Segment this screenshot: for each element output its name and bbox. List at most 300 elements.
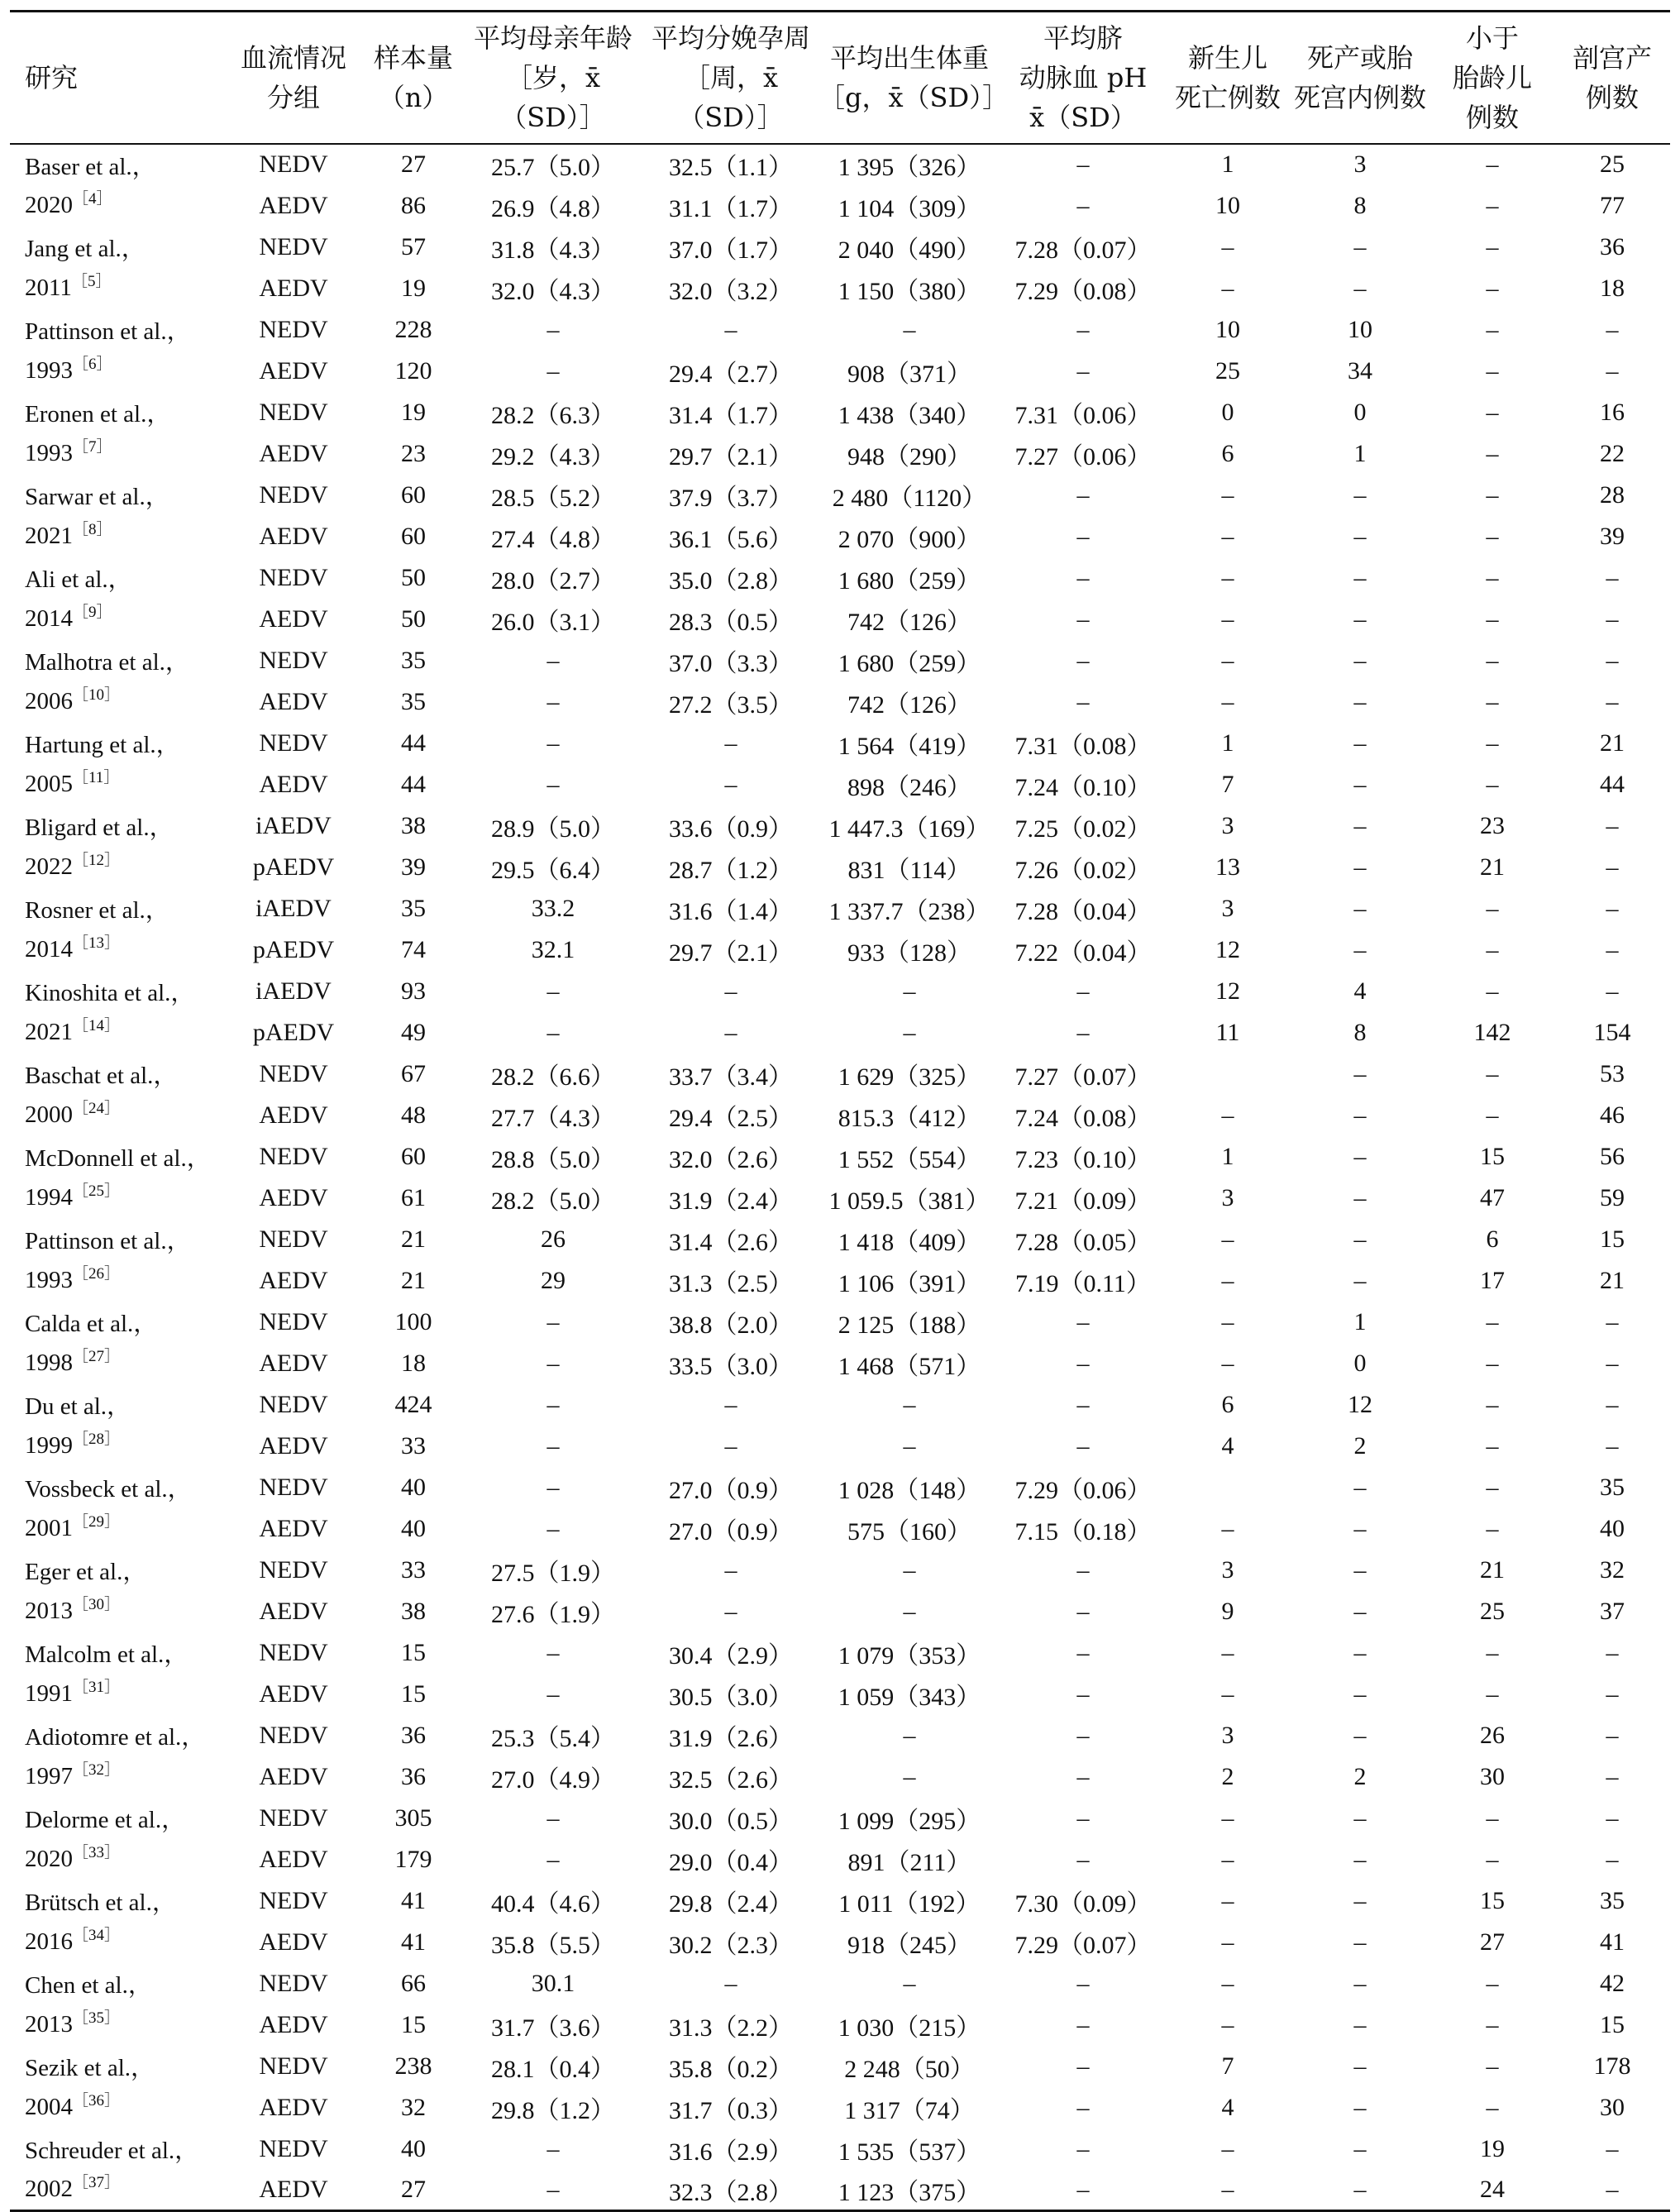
citation-ref: ［7］ <box>73 438 112 456</box>
cell-sga: 6 <box>1486 1225 1499 1253</box>
table-row <box>10 764 1670 805</box>
cell-flow-group: AEDV <box>259 1101 328 1129</box>
cell-sample-size: 15 <box>401 1679 426 1708</box>
cell-birth-weight: – <box>903 1555 916 1584</box>
study-label: Jang et al.， <box>25 236 146 262</box>
cell-birth-weight: – <box>903 1431 916 1460</box>
cell-sample-size: 60 <box>401 522 426 550</box>
cell-stillbirths: – <box>1353 1142 1367 1170</box>
cell-cesarean: 21 <box>1600 729 1625 757</box>
cell-sample-size: 60 <box>401 480 426 509</box>
cell-sample-size: 93 <box>401 977 426 1005</box>
cell-delivery-ga: 29.4（2.7） <box>669 360 793 388</box>
cell-flow-group: AEDV <box>259 1679 328 1708</box>
cell-neonatal-deaths: – <box>1166 2170 1290 2211</box>
cell-maternal-age: 28.2（6.6） <box>491 1063 615 1091</box>
cell-maternal-age: 28.2（5.0） <box>491 1187 615 1215</box>
table-row <box>10 1136 1670 1178</box>
cell-sample-size: 35 <box>401 894 426 922</box>
cell-umbilical-ph: – <box>1076 480 1090 509</box>
cell-study <box>10 1798 223 1839</box>
cell-maternal-age: 27.4（4.8） <box>491 525 615 553</box>
study-label: Eronen et al.， <box>25 401 171 428</box>
cell-maternal-age: 32.0（4.3） <box>491 277 615 305</box>
cell-birth-weight: 918（245） <box>847 1931 971 1959</box>
cell-stillbirths: – <box>1353 1886 1367 1914</box>
citation-ref: ［14］ <box>73 1017 121 1034</box>
cell-study <box>10 185 223 227</box>
study-label: 1993 <box>25 440 73 466</box>
cell-study <box>10 1715 223 1756</box>
cell-sga: – <box>1486 315 1499 343</box>
cell-umbilical-ph: – <box>1076 1555 1090 1584</box>
table-row <box>10 1798 1670 1839</box>
table-body <box>10 144 1670 2211</box>
cell-sample-size: 33 <box>401 1431 426 1460</box>
table-row <box>10 1632 1670 1674</box>
cell-neonatal-deaths: – <box>1221 1679 1234 1708</box>
cell-maternal-age: – <box>546 1018 560 1046</box>
cell-cesarean: 25 <box>1600 150 1625 178</box>
citation-ref: ［32］ <box>73 1761 121 1779</box>
cell-birth-weight: 1 395（326） <box>838 154 981 181</box>
cell-delivery-ga: – <box>724 315 737 343</box>
study-label: 1993 <box>25 1267 73 1293</box>
cell-neonatal-deaths: – <box>1221 1928 1234 1956</box>
cell-sga: – <box>1486 604 1499 633</box>
cell-flow-group: NEDV <box>259 1969 328 1997</box>
cell-flow-group: NEDV <box>259 398 328 426</box>
cell-flow-group: pAEDV <box>252 1018 335 1046</box>
cell-cesarean: 41 <box>1600 1928 1625 1956</box>
header-line: 小于 <box>1465 21 1519 54</box>
cell-sga: – <box>1486 274 1499 302</box>
cell-stillbirths: – <box>1353 1597 1367 1625</box>
cell-sample-size: 40 <box>401 2134 426 2162</box>
cell-flow-group: NEDV <box>259 1473 328 1501</box>
cell-neonatal-deaths: 3 <box>1221 1721 1234 1749</box>
cell-neonatal-deaths: – <box>1221 1225 1234 1253</box>
cell-maternal-age: 26 <box>541 1225 566 1253</box>
cell-umbilical-ph: 7.28（0.05） <box>1014 1228 1152 1256</box>
header-line: 例数 <box>1465 101 1519 133</box>
cell-sample-size: 27 <box>401 150 426 178</box>
citation-ref: ［33］ <box>73 1844 121 1861</box>
cell-study <box>10 805 223 847</box>
cell-delivery-ga: 31.3（2.2） <box>669 2014 793 2042</box>
cell-delivery-ga: – <box>724 729 737 757</box>
study-label: 2021 <box>25 523 73 549</box>
cell-stillbirths: – <box>1353 1638 1367 1666</box>
cell-maternal-age: – <box>546 1804 560 1832</box>
study-label: 2016 <box>25 1928 73 1955</box>
study-label: 2013 <box>25 2011 73 2038</box>
cell-flow-group: AEDV <box>259 439 328 467</box>
cell-study <box>10 144 223 185</box>
citation-ref: ［13］ <box>73 934 121 952</box>
cell-delivery-ga: – <box>724 1597 737 1625</box>
table-row <box>10 1012 1670 1053</box>
cell-study <box>10 1550 223 1591</box>
cell-sample-size: 50 <box>401 604 426 633</box>
table-row <box>10 351 1670 392</box>
cell-cesarean: 15 <box>1600 2010 1625 2038</box>
cell-birth-weight: – <box>903 977 916 1005</box>
cell-stillbirths: – <box>1353 1514 1367 1542</box>
citation-ref: ［25］ <box>73 1182 121 1200</box>
cell-umbilical-ph: – <box>1076 191 1090 219</box>
citation-ref: ［30］ <box>73 1596 121 1613</box>
cell-cesarean: 178 <box>1593 2052 1631 2080</box>
cell-sample-size: 100 <box>394 1307 432 1335</box>
cell-sga: 47 <box>1480 1183 1505 1211</box>
cell-sga: – <box>1486 977 1499 1005</box>
cell-sga: – <box>1486 563 1499 591</box>
cell-neonatal-deaths: 3 <box>1221 894 1234 922</box>
cell-delivery-ga: 31.6（2.9） <box>669 2138 793 2166</box>
cell-sga: – <box>1486 1101 1499 1129</box>
cell-sample-size: 19 <box>401 274 426 302</box>
cell-study <box>10 640 223 681</box>
cell-sga: – <box>1486 1473 1499 1501</box>
cell-cesarean: – <box>1606 1721 1619 1749</box>
cell-birth-weight: 1 011（192） <box>838 1890 981 1918</box>
study-label: 2005 <box>25 771 73 797</box>
table-row <box>10 309 1670 351</box>
cell-cesarean: 30 <box>1600 2093 1625 2121</box>
cell-birth-weight: 742（126） <box>847 690 971 719</box>
cell-cesarean: 59 <box>1600 1183 1625 1211</box>
cell-umbilical-ph: – <box>1076 150 1090 178</box>
cell-stillbirths: 4 <box>1353 977 1367 1005</box>
cell-maternal-age: 29.8（1.2） <box>491 2096 615 2124</box>
cell-flow-group: AEDV <box>223 2170 364 2211</box>
cell-neonatal-deaths: 13 <box>1215 853 1240 881</box>
cell-flow-group: NEDV <box>259 315 328 343</box>
cell-maternal-age: 35.8（5.5） <box>491 1931 615 1959</box>
cell-sga: – <box>1486 480 1499 509</box>
table-row <box>10 2087 1670 2128</box>
cell-birth-weight: – <box>903 1390 916 1418</box>
cell-sample-size: 18 <box>401 1349 426 1377</box>
study-label: 2021 <box>25 1019 73 1045</box>
cell-umbilical-ph: 7.31（0.08） <box>1014 732 1152 760</box>
cell-cesarean: 22 <box>1600 439 1625 467</box>
cell-sample-size: 27 <box>364 2170 463 2211</box>
cell-study <box>10 1136 223 1178</box>
cell-neonatal-deaths: – <box>1221 232 1234 260</box>
header-line: 死亡例数 <box>1174 81 1281 113</box>
cell-cesarean: – <box>1606 977 1619 1005</box>
cell-study <box>10 2004 223 2046</box>
study-label: Malhotra et al.， <box>25 649 189 676</box>
citation-ref: ［9］ <box>73 604 112 621</box>
cell-delivery-ga: – <box>724 1431 737 1460</box>
cell-sample-size: 39 <box>401 853 426 881</box>
table-row <box>10 847 1670 888</box>
cell-cesarean: – <box>1606 646 1619 674</box>
table-row <box>10 1343 1670 1384</box>
cell-study <box>10 1674 223 1715</box>
cell-sga: – <box>1486 935 1499 963</box>
cell-study <box>10 1467 223 1508</box>
cell-delivery-ga: 29.4（2.5） <box>669 1104 793 1132</box>
cell-study <box>10 1219 223 1260</box>
cell-sample-size: 74 <box>401 935 426 963</box>
cell-sga: – <box>1486 2052 1499 2080</box>
cell-flow-group: NEDV <box>259 1638 328 1666</box>
study-label: 1993 <box>25 357 73 384</box>
table-row <box>10 1715 1670 1756</box>
table-row <box>10 144 1670 185</box>
cell-birth-weight: 2 248（50） <box>844 2055 975 2083</box>
cell-umbilical-ph: – <box>1076 1638 1090 1666</box>
header-line: ［g，x̄（SD）］ <box>819 81 1009 113</box>
cell-delivery-ga: 30.0（0.5） <box>669 1807 793 1835</box>
cell-study <box>10 1591 223 1632</box>
cell-neonatal-deaths: – <box>1221 604 1234 633</box>
cell-birth-weight: 948（290） <box>847 442 971 471</box>
cell-birth-weight: 933（128） <box>847 939 971 967</box>
table-row <box>10 1880 1670 1922</box>
cell-umbilical-ph: 7.23（0.10） <box>1014 1145 1152 1173</box>
cell-cesarean: – <box>1606 315 1619 343</box>
cell-flow-group: NEDV <box>259 1059 328 1087</box>
cell-umbilical-ph: – <box>1076 604 1090 633</box>
cell-neonatal-deaths: – <box>1221 1101 1234 1129</box>
cell-stillbirths: – <box>1353 2093 1367 2121</box>
cell-stillbirths: – <box>1353 1059 1367 1087</box>
table-row <box>10 2004 1670 2046</box>
cell-neonatal-deaths: 7 <box>1221 2052 1234 2080</box>
cell-stillbirths: 34 <box>1348 356 1372 385</box>
cell-flow-group: AEDV <box>259 1349 328 1377</box>
cell-birth-weight: 1 317（74） <box>844 2096 975 2124</box>
cell-birth-weight: – <box>903 1762 916 1790</box>
cell-sga: – <box>1486 1390 1499 1418</box>
cell-study <box>10 475 223 516</box>
cell-neonatal-deaths: – <box>1221 1638 1234 1666</box>
cell-neonatal-deaths: 6 <box>1221 439 1234 467</box>
cell-flow-group: NEDV <box>259 1142 328 1170</box>
header-umbilical-ph <box>1000 12 1166 144</box>
cell-stillbirths: – <box>1353 1101 1367 1129</box>
cell-umbilical-ph: – <box>1076 1679 1090 1708</box>
cell-umbilical-ph: 7.29（0.08） <box>1014 277 1152 305</box>
cell-stillbirths: – <box>1353 563 1367 591</box>
cell-cesarean: 44 <box>1600 770 1625 798</box>
cell-flow-group: NEDV <box>259 2052 328 2080</box>
cell-umbilical-ph: – <box>1076 1597 1090 1625</box>
cell-neonatal-deaths: 1 <box>1221 1142 1234 1170</box>
cell-birth-weight: 831（114） <box>847 856 971 884</box>
cell-neonatal-deaths: 4 <box>1221 1431 1234 1460</box>
cell-delivery-ga: 35.0（2.8） <box>669 566 793 595</box>
cell-maternal-age: – <box>546 1845 560 1873</box>
cell-umbilical-ph: 7.29（0.06） <box>1014 1476 1152 1504</box>
cell-flow-group: NEDV <box>259 1307 328 1335</box>
study-label: Sezik et al.， <box>25 2055 155 2081</box>
study-label: McDonnell et al.， <box>25 1145 211 1172</box>
cell-maternal-age: 29.2（4.3） <box>491 442 615 471</box>
cell-sample-size: 19 <box>401 398 426 426</box>
cell-delivery-ga: 29.8（2.4） <box>669 1890 793 1918</box>
study-label: Vossbeck et al.， <box>25 1476 192 1503</box>
study-label: Ali et al.， <box>25 566 132 593</box>
cell-delivery-ga: 27.2（3.5） <box>669 690 793 719</box>
cell-cesarean: 56 <box>1600 1142 1625 1170</box>
table-row <box>10 433 1670 475</box>
cell-flow-group: AEDV <box>259 2010 328 2038</box>
cell-flow-group: AEDV <box>259 1183 328 1211</box>
cell-sga: 30 <box>1480 1762 1505 1790</box>
header-line: 死产或胎 <box>1306 41 1413 74</box>
cell-study <box>10 268 223 309</box>
cell-study <box>10 1260 223 1302</box>
cell-birth-weight: 1 059（343） <box>838 1683 981 1711</box>
cell-sample-size: 40 <box>401 1514 426 1542</box>
cell-stillbirths: – <box>1353 646 1367 674</box>
header-line: 平均分娩孕周 <box>651 21 810 54</box>
citation-ref: ［11］ <box>73 769 120 786</box>
study-label: 1994 <box>25 1184 73 1211</box>
cell-sga: – <box>1486 1679 1499 1708</box>
cell-flow-group: NEDV <box>259 1390 328 1418</box>
cell-neonatal-deaths: – <box>1221 1266 1234 1294</box>
cell-sga: – <box>1486 398 1499 426</box>
cell-delivery-ga: 27.0（0.9） <box>669 1476 793 1504</box>
study-label: 2006 <box>25 688 73 714</box>
cell-stillbirths: – <box>1353 1183 1367 1211</box>
cell-sga: – <box>1486 646 1499 674</box>
table-row <box>10 516 1670 557</box>
cell-sga: – <box>1486 770 1499 798</box>
cell-delivery-ga: 31.9（2.6） <box>669 1724 793 1752</box>
cell-maternal-age: – <box>546 687 560 715</box>
cell-delivery-ga: 36.1（5.6） <box>669 525 793 553</box>
cell-delivery-ga: – <box>724 977 737 1005</box>
cell-flow-group: iAEDV <box>255 894 332 922</box>
cell-stillbirths: – <box>1353 2010 1367 2038</box>
cell-stillbirths: 8 <box>1353 191 1367 219</box>
cell-umbilical-ph: – <box>1076 563 1090 591</box>
cell-delivery-ga: – <box>724 770 737 798</box>
cell-sample-size: 36 <box>401 1762 426 1790</box>
cell-neonatal-deaths: – <box>1221 2134 1234 2162</box>
cell-study <box>10 433 223 475</box>
cell-neonatal-deaths: 7 <box>1221 770 1234 798</box>
cell-sample-size: 179 <box>394 1845 432 1873</box>
cell-cesarean: 21 <box>1600 1266 1625 1294</box>
cell-cesarean: 35 <box>1600 1473 1625 1501</box>
cell-delivery-ga: 32.3（2.8） <box>643 2170 819 2211</box>
cell-study <box>10 1343 223 1384</box>
cell-study <box>10 392 223 433</box>
cell-sga: 23 <box>1480 811 1505 839</box>
cell-birth-weight: 1 535（537） <box>838 2138 981 2166</box>
cell-delivery-ga: 28.3（0.5） <box>669 608 793 636</box>
cell-neonatal-deaths: 12 <box>1215 935 1240 963</box>
cell-sga: – <box>1486 150 1499 178</box>
cell-stillbirths: 0 <box>1353 1349 1367 1377</box>
cell-stillbirths: – <box>1353 604 1367 633</box>
cell-sga: – <box>1486 232 1499 260</box>
cell-sample-size: 23 <box>401 439 426 467</box>
cell-birth-weight: – <box>903 1969 916 1997</box>
cell-stillbirths: 3 <box>1353 150 1367 178</box>
cell-sga: 21 <box>1480 853 1505 881</box>
header-row <box>10 12 1670 144</box>
cell-cesarean: – <box>1606 1638 1619 1666</box>
cell-umbilical-ph: – <box>1076 1431 1090 1460</box>
citation-ref: ［5］ <box>71 273 112 290</box>
citation-ref: ［36］ <box>73 2092 121 2109</box>
cell-birth-weight: 1 552（554） <box>838 1145 981 1173</box>
cell-stillbirths: 1 <box>1353 439 1367 467</box>
cell-sga: – <box>1486 1349 1499 1377</box>
cell-flow-group: AEDV <box>259 356 328 385</box>
cell-birth-weight: 1 028（148） <box>838 1476 981 1504</box>
cell-birth-weight: 908（371） <box>847 360 971 388</box>
citation-ref: ［6］ <box>73 356 112 373</box>
cell-sample-size: 424 <box>394 1390 432 1418</box>
citation-ref: ［24］ <box>73 1100 121 1117</box>
cell-neonatal-deaths <box>1166 1053 1290 1095</box>
header-line: ［岁，x̄（SD）］ <box>500 61 606 133</box>
cell-umbilical-ph: – <box>1076 1018 1090 1046</box>
cell-study <box>10 351 223 392</box>
cell-cesarean: – <box>1606 1349 1619 1377</box>
cell-study <box>10 1095 223 1136</box>
cell-birth-weight: 2 070（900） <box>838 525 981 553</box>
cell-stillbirths: – <box>1353 687 1367 715</box>
study-label: 2022 <box>25 853 73 880</box>
cell-stillbirths: – <box>1353 2052 1367 2080</box>
header-flow-group <box>223 12 364 144</box>
cell-neonatal-deaths: – <box>1221 1804 1234 1832</box>
cell-sample-size: 238 <box>394 2052 432 2080</box>
cell-study <box>10 1880 223 1922</box>
cell-neonatal-deaths: – <box>1221 1349 1234 1377</box>
cell-umbilical-ph: – <box>1076 1762 1090 1790</box>
citation-ref: ［8］ <box>73 521 112 538</box>
cell-maternal-age: 28.5（5.2） <box>491 484 615 512</box>
study-label: Calda et al.， <box>25 1311 158 1337</box>
cell-neonatal-deaths: 25 <box>1215 356 1240 385</box>
cell-stillbirths: – <box>1290 2170 1430 2211</box>
cell-sample-size: 86 <box>401 191 426 219</box>
cell-umbilical-ph: – <box>1076 1721 1090 1749</box>
cell-cesarean: – <box>1606 853 1619 881</box>
cell-delivery-ga: – <box>724 1018 737 1046</box>
cell-study <box>10 599 223 640</box>
citation-ref: ［35］ <box>73 2009 121 2027</box>
cell-maternal-age: – <box>546 1473 560 1501</box>
study-label: 1997 <box>25 1763 73 1789</box>
cell-sample-size: 41 <box>401 1886 426 1914</box>
table-row <box>10 2170 1670 2211</box>
cell-delivery-ga: 30.5（3.0） <box>669 1683 793 1711</box>
cell-stillbirths: – <box>1353 522 1367 550</box>
cell-birth-weight: 2 040（490） <box>838 236 981 264</box>
cell-study <box>10 1756 223 1798</box>
cell-cesarean: – <box>1606 1804 1619 1832</box>
cell-sga: – <box>1486 2010 1499 2038</box>
cell-neonatal-deaths: – <box>1221 1886 1234 1914</box>
table-row <box>10 1550 1670 1591</box>
cell-flow-group: AEDV <box>259 1266 328 1294</box>
cell-birth-weight: 1 438（340） <box>838 401 981 429</box>
